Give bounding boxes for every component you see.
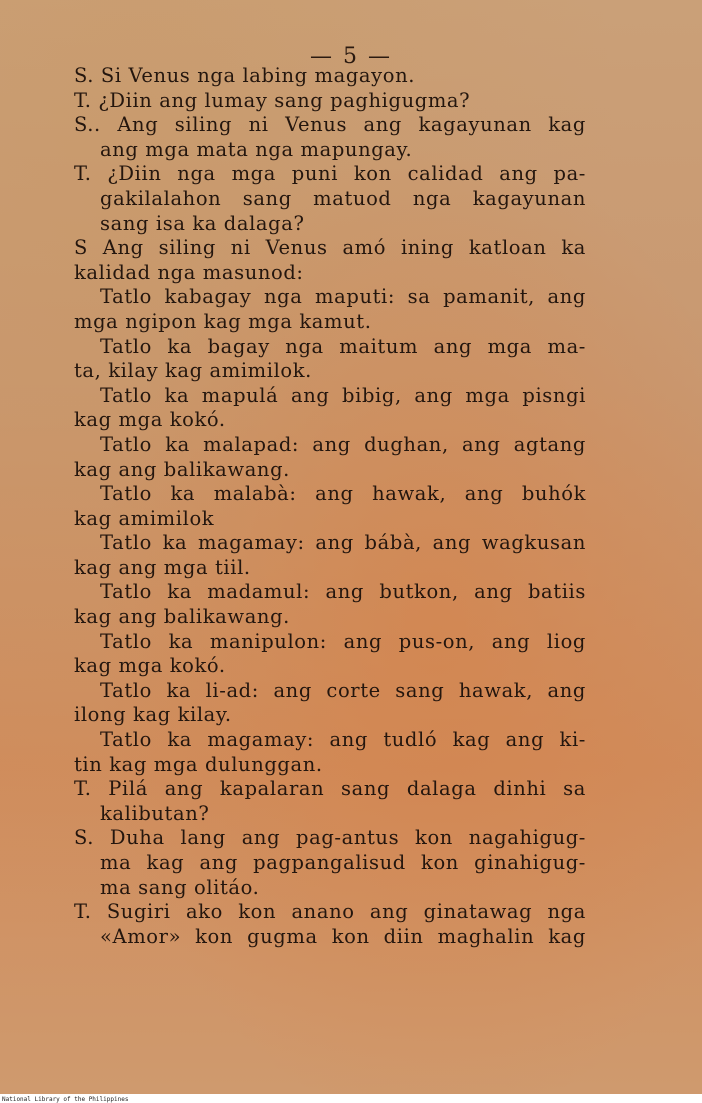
text-line: S. Si Venus nga labing magayon. bbox=[74, 64, 416, 87]
text-line: ma kag ang pagpangalisud kon ginahigug- bbox=[100, 851, 586, 874]
text-line: S.. Ang siling ni Venus ang kagayunan kag bbox=[74, 113, 586, 137]
text-line: T. Sugiri ako kon anano ang ginatawag nga bbox=[74, 900, 586, 924]
text-line: T. ¿Diin ang lumay sang paghigugma? bbox=[74, 88, 471, 112]
text-line: gakilalahon sang matuod nga kagayunan bbox=[100, 186, 586, 210]
text-line: tin kag mga dulunggan. bbox=[74, 752, 323, 776]
text-line: kag ang balikawang. bbox=[74, 605, 290, 629]
text-line: Tatlo ka mapulá ang bibig, ang mga pisngi bbox=[100, 383, 586, 407]
text-line: ilong kag kilay. bbox=[74, 703, 232, 727]
text-line: ang mga mata nga mapungay. bbox=[100, 137, 413, 161]
text-line: kag amimilok bbox=[74, 506, 215, 530]
text-line: S Ang siling ni Venus amó ining katloan ka bbox=[74, 236, 586, 260]
dialogue-text bbox=[74, 64, 586, 949]
text-line: Tatlo ka bagay nga maitum ang mga ma- bbox=[100, 334, 586, 358]
text-line: kalidad nga masunod: bbox=[74, 260, 304, 284]
text-line: Tatlo kabagay nga maputi: sa pamanit, ang bbox=[100, 285, 586, 309]
text-line: Tatlo ka magamay: ang tudló kag ang ki- bbox=[100, 728, 586, 752]
text-line: ma sang olitáo. bbox=[100, 875, 260, 899]
text-line: ta, kilay kag amimilok. bbox=[74, 359, 312, 383]
text-line: kag mga kokó. bbox=[74, 654, 226, 678]
text-line: Tatlo ka manipulon: ang pus-on, ang liog bbox=[100, 629, 586, 653]
text-line: kag ang balikawang. bbox=[74, 457, 290, 481]
text-line: Tatlo ka malabà: ang hawak, ang buhók bbox=[100, 482, 586, 506]
text-line: Tatlo ka madamul: ang butkon, ang batiis bbox=[100, 580, 586, 604]
text-line: Tatlo ka li-ad: ang corte sang hawak, ang bbox=[100, 678, 586, 702]
text-line: sang isa ka dalaga? bbox=[100, 211, 305, 235]
text-line: «Amor» kon gugma kon diin maghalin kag bbox=[100, 924, 586, 948]
text-line: kag mga kokó. bbox=[74, 408, 226, 432]
page-number: — 5 — bbox=[310, 44, 392, 69]
text-line: T. ¿Diin nga mga puni kon calidad ang pa- bbox=[74, 162, 586, 186]
library-footer: National Library of the Philippines bbox=[2, 1096, 129, 1103]
text-line: S. Duha lang ang pag-antus kon nagahigug- bbox=[74, 826, 586, 850]
text-line: Tatlo ka malapad: ang dughan, ang agtang bbox=[100, 432, 586, 456]
text-line: kag ang mga tiil. bbox=[74, 555, 251, 579]
text-line: Tatlo ka magamay: ang bábà, ang wagkusan bbox=[100, 531, 586, 555]
text-line: kalibutan? bbox=[100, 801, 210, 825]
text-line: T. Pilá ang kapalaran sang dalaga dinhi sa bbox=[74, 777, 586, 801]
text-line: mga ngipon kag mga kamut. bbox=[74, 309, 372, 333]
